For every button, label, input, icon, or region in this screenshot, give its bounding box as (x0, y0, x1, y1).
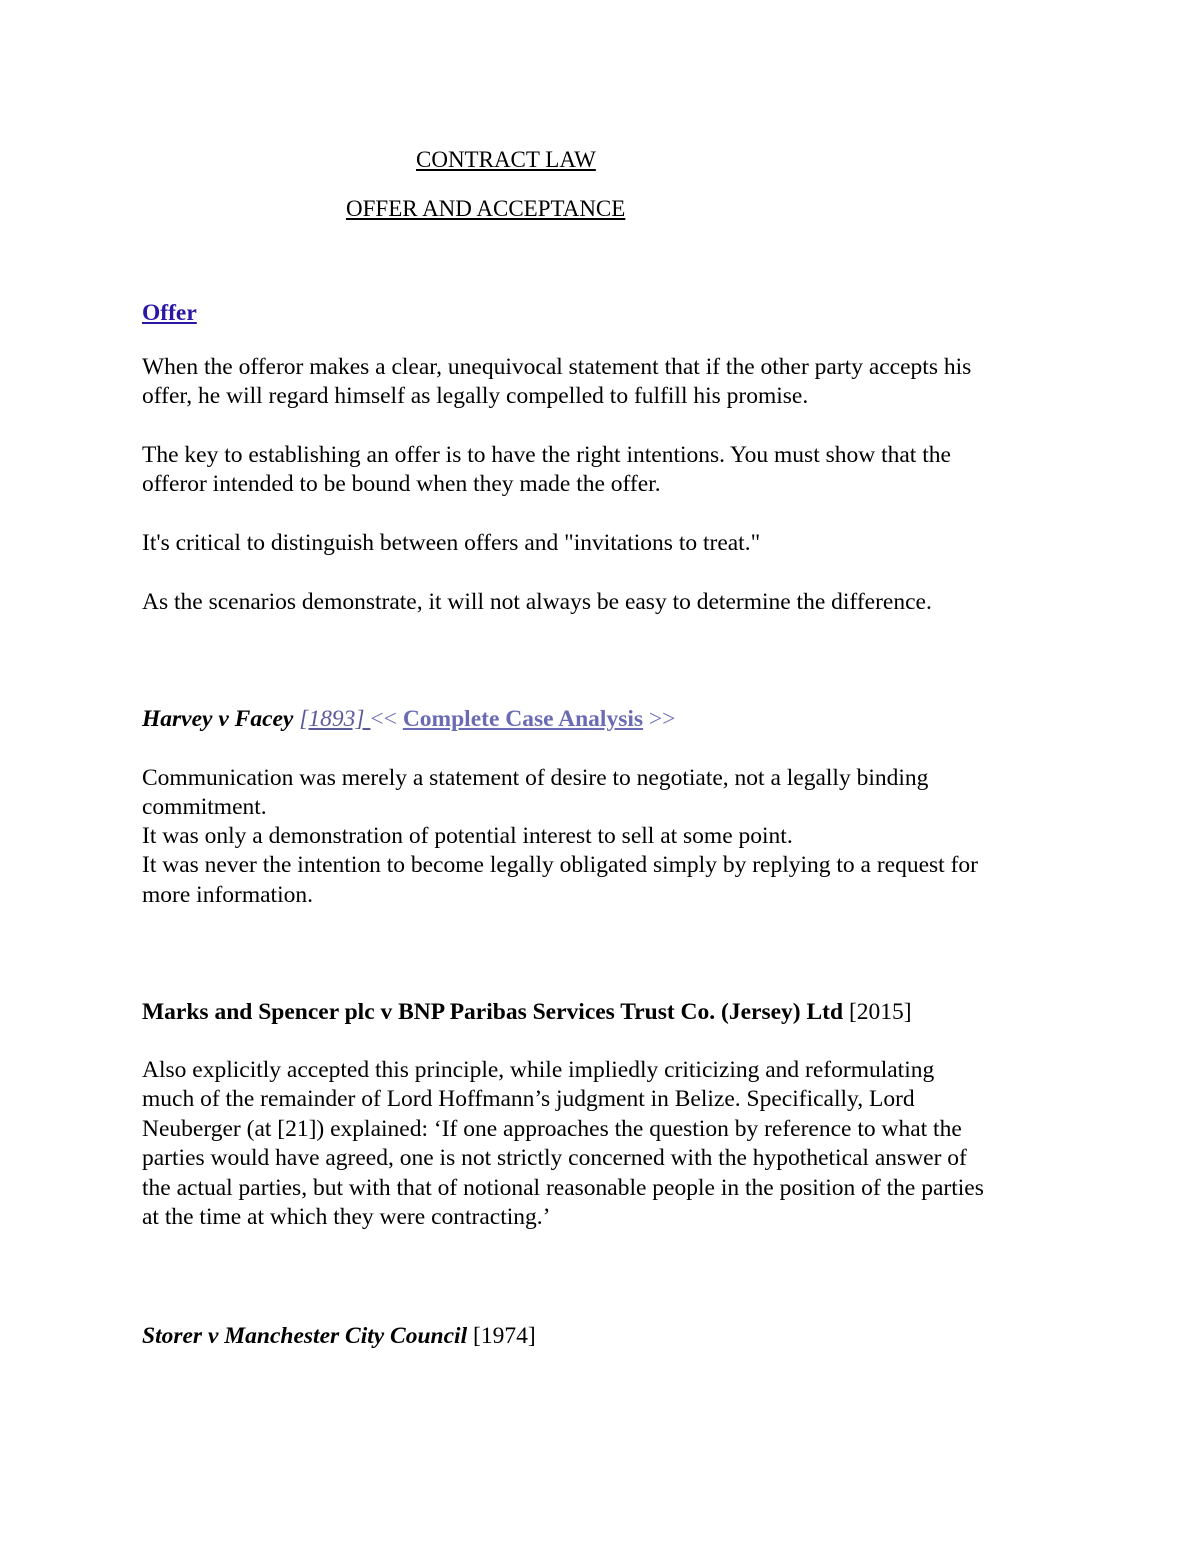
marks-line-2: much of the remainder of Lord Hoffmann’s judgment in Belize. Specifically, Lord (142, 1086, 915, 1112)
harvey-line-2: commitment. (142, 794, 267, 820)
marks-line-3: Neuberger (at [21]) explained: ‘If one approaches the question by reference to what the (142, 1116, 962, 1142)
storer-case-heading (142, 1322, 536, 1352)
harvey-case-heading (142, 705, 675, 735)
marks-line-5: the actual parties, but with that of notional reasonable people in the position of the parties (142, 1175, 984, 1201)
marks-case-heading (142, 998, 912, 1028)
harvey-line-3: It was only a demonstration of potential interest to sell at some point. (142, 823, 793, 849)
marks-line-4: parties would have agreed, one is not strictly concerned with the hypothetical answer of (142, 1145, 967, 1171)
harvey-link-close: >> (643, 706, 676, 732)
harvey-line-1: Communication was merely a statement of desire to negotiate, not a legally binding (142, 765, 929, 791)
harvey-line-4: It was never the intention to become legally obligated simply by replying to a request for (142, 852, 978, 878)
offer-paragraph-2-line-2: offeror intended to be bound when they made the offer. (142, 471, 661, 497)
document-title: CONTRACT LAW (416, 147, 596, 172)
offer-paragraph-1-line-2: offer, he will regard himself as legally compelled to fulfill his promise. (142, 383, 809, 409)
document-subtitle: OFFER AND ACCEPTANCE (346, 196, 626, 221)
offer-paragraph-3: It's critical to distinguish between offers and "invitations to treat." (142, 530, 761, 556)
complete-case-analysis-link[interactable]: Complete Case Analysis (402, 706, 644, 732)
offer-paragraph-1-line-1: When the offeror makes a clear, unequivocal statement that if the other party accepts his (142, 354, 972, 380)
marks-case-name: Marks and Spencer plc v BNP Paribas Services Trust Co. (Jersey) Ltd (142, 999, 844, 1025)
harvey-case-year-link[interactable]: [1893] (299, 706, 371, 732)
harvey-case-name: Harvey v Facey (142, 706, 294, 732)
marks-case-year: [2015] (843, 999, 912, 1025)
storer-case-name: Storer v Manchester City Council (142, 1323, 468, 1349)
offer-paragraph-4: As the scenarios demonstrate, it will not always be easy to determine the difference. (142, 589, 932, 615)
harvey-link-open: << (370, 706, 403, 732)
offer-heading-link[interactable]: Offer (142, 300, 197, 326)
marks-line-6: at the time at which they were contracting.’ (142, 1204, 551, 1230)
offer-paragraph-2-line-1: The key to establishing an offer is to have the right intentions. You must show that the (142, 442, 951, 468)
offer-heading-line (142, 299, 197, 329)
marks-line-1: Also explicitly accepted this principle, while impliedly criticizing and reformulating (142, 1057, 935, 1083)
harvey-line-5: more information. (142, 882, 313, 908)
storer-case-year: [1974] (467, 1323, 536, 1349)
